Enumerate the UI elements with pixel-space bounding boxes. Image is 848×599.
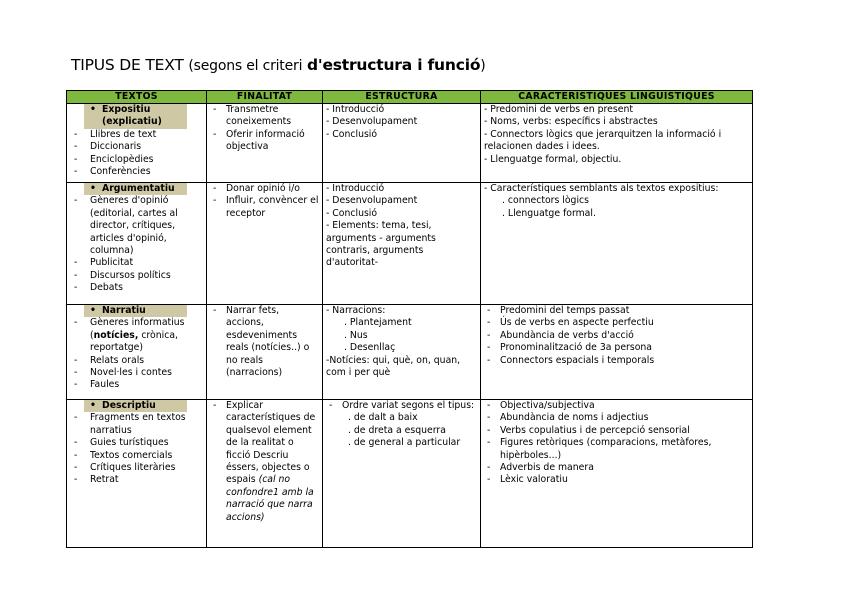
cell-textos: [67, 104, 207, 183]
type-label: • Narratiu: [84, 305, 187, 317]
cell-estructura: [323, 104, 481, 183]
cell-caracteristiques: [481, 104, 753, 183]
list-item: - Influir, convèncer el receptor: [210, 195, 319, 220]
list-item: - Diccionaris: [70, 141, 203, 153]
cell-textos: [67, 183, 207, 305]
table-row: [67, 104, 753, 183]
list: [70, 129, 203, 179]
cell-textos: [67, 305, 207, 400]
list-item: . Nus: [344, 329, 368, 341]
list-item: - Novel·les i contes: [70, 367, 203, 379]
list-item: - Noms, verbs: específics i abstractes: [484, 116, 658, 128]
cell-caracteristiques: [481, 183, 753, 305]
list-item: - Donar opinió i/o: [210, 183, 319, 195]
list-item: - Enciclopèdies: [70, 154, 203, 166]
list-item: - Guies turístiques: [70, 437, 203, 449]
title-bold: d'estructura i funció: [307, 56, 481, 74]
list-item: - Transmetre coneixements: [210, 104, 319, 129]
list-item: - Lèxic valoratiu: [484, 474, 749, 486]
cell-textos: [67, 400, 207, 548]
bullet-icon: •: [90, 305, 96, 316]
table-row: [67, 183, 753, 305]
list-item: - Crítiques literàries: [70, 462, 203, 474]
list-item: - Fragments en textos narratius: [70, 412, 203, 437]
list: [326, 400, 477, 412]
list-item: - Figures retòriques (comparacions, metàfores, hipèrboles...): [484, 437, 749, 462]
list-item: - Verbs copulatius i de percepció sensorial: [484, 425, 749, 437]
cell-finalitat: [207, 104, 323, 183]
header-estructura: ESTRUCTURA: [323, 91, 481, 104]
list: [484, 400, 749, 487]
table-row: [67, 305, 753, 400]
list-item: - Predomini de verbs en present: [484, 104, 633, 115]
title-main: TIPUS DE TEXT: [71, 56, 184, 74]
type-label: • Expositiu (explicatiu): [84, 104, 187, 129]
list-item: - Narracions:: [326, 305, 386, 316]
list-item: - Retrat: [70, 474, 203, 486]
list-item: - Conclusió: [326, 128, 378, 140]
list-item: - Objectiva/subjectiva: [484, 400, 749, 412]
text-types-table: [66, 90, 753, 548]
header-caracteristiques: CARACTERÍSTIQUES LINGÜÍSTIQUES: [481, 91, 753, 104]
list: [484, 305, 749, 367]
list-item: - Relats orals: [70, 355, 203, 367]
cell-finalitat: [207, 183, 323, 305]
title-paren-close: ): [480, 58, 486, 74]
page-title: [71, 56, 486, 74]
header-textos: TEXTOS: [67, 91, 207, 104]
header-row: [67, 91, 753, 104]
bullet-icon: •: [90, 183, 96, 194]
table-row: [67, 400, 753, 548]
type-label: • Descriptiu: [84, 400, 187, 412]
list-item: . Llenguatge formal.: [502, 207, 596, 219]
list-item: - Predomini del temps passat: [484, 305, 749, 317]
list: [70, 317, 203, 391]
cell-estructura: [323, 183, 481, 305]
list-item: - Característiques semblants als textos expositius:: [484, 183, 719, 194]
list-item: - Textos comercials: [70, 450, 203, 462]
list-item: . de dreta a esquerra: [348, 424, 446, 436]
list-item: - Connectors espacials i temporals: [484, 355, 749, 367]
list-item: - Elements: tema, tesi, arguments - arguments contraris, arguments d'autoritat-: [326, 220, 436, 269]
list-item: - Debats: [70, 282, 203, 294]
cell-finalitat: [207, 305, 323, 400]
list-item: - Conferències: [70, 166, 203, 178]
list-item: - Llibres de text: [70, 129, 203, 141]
list-item: -Notícies: qui, què, on, quan, com i per què: [326, 354, 461, 379]
cell-estructura: [323, 305, 481, 400]
list: [70, 195, 203, 294]
list-item: - Conclusió: [326, 207, 378, 219]
list-item: - Desenvolupament: [326, 195, 418, 207]
bullet-icon: •: [90, 400, 96, 411]
list-item: - Ordre variat segons el tipus:: [326, 400, 477, 412]
header-finalitat: FINALITAT: [207, 91, 323, 104]
cell-finalitat: [207, 400, 323, 548]
list-item: - Publicitat: [70, 257, 203, 269]
list-item: . Desenllaç: [344, 342, 396, 354]
list-item: - Abundància de verbs d'acció: [484, 330, 749, 342]
type-label: • Argumentatiu: [84, 183, 187, 195]
cell-caracteristiques: [481, 400, 753, 548]
list-item: - Introducció: [326, 183, 385, 194]
list: [210, 400, 319, 524]
list-item: - Gèneres d'opinió (editorial, cartes al director, crítiques, articles d'opinió, columna): [70, 195, 203, 257]
list-item: - Narrar fets, accions, esdeveniments reals (notícies..) o no reals (narracions): [210, 305, 319, 379]
list-item: . Plantejament: [344, 317, 412, 329]
list-item: . de general a particular: [348, 437, 461, 449]
list-item: . connectors lògics: [502, 195, 589, 207]
list-item: - Discursos polítics: [70, 270, 203, 282]
list-item: - Llenguatge formal, objectiu.: [484, 153, 622, 165]
list-item: - Oferir informació objectiva: [210, 129, 319, 154]
list-item: - Explicar característiques de qualsevol element de la realitat o ficció Descriu éssers, objectes o espais (cal no confondre1 amb la narració que narra accions): [210, 400, 319, 524]
list-item: - Introducció: [326, 104, 385, 115]
list-item: - Adverbis de manera: [484, 462, 749, 474]
list-item: - Connectors lògics que jerarquitzen la informació i relacionen dades i idees.: [484, 128, 722, 153]
list-item: - Gèneres informatius (notícies, crònica, reportatge): [70, 317, 203, 354]
list-item: - Pronominalització de 3a persona: [484, 342, 749, 354]
cell-estructura: [323, 400, 481, 548]
list: [210, 183, 319, 220]
cell-caracteristiques: [481, 305, 753, 400]
bullet-icon: •: [90, 104, 96, 115]
list-item: - Abundància de noms i adjectius: [484, 412, 749, 424]
list: [70, 412, 203, 486]
list: [210, 104, 319, 154]
list-item: - Faules: [70, 379, 203, 391]
list-item: . de dalt a baix: [348, 412, 418, 424]
list: [210, 305, 319, 379]
list-item: - Ús de verbs en aspecte perfectiu: [484, 317, 749, 329]
title-paren-open: (segons el criteri: [188, 58, 303, 74]
list-item: - Desenvolupament: [326, 116, 418, 128]
